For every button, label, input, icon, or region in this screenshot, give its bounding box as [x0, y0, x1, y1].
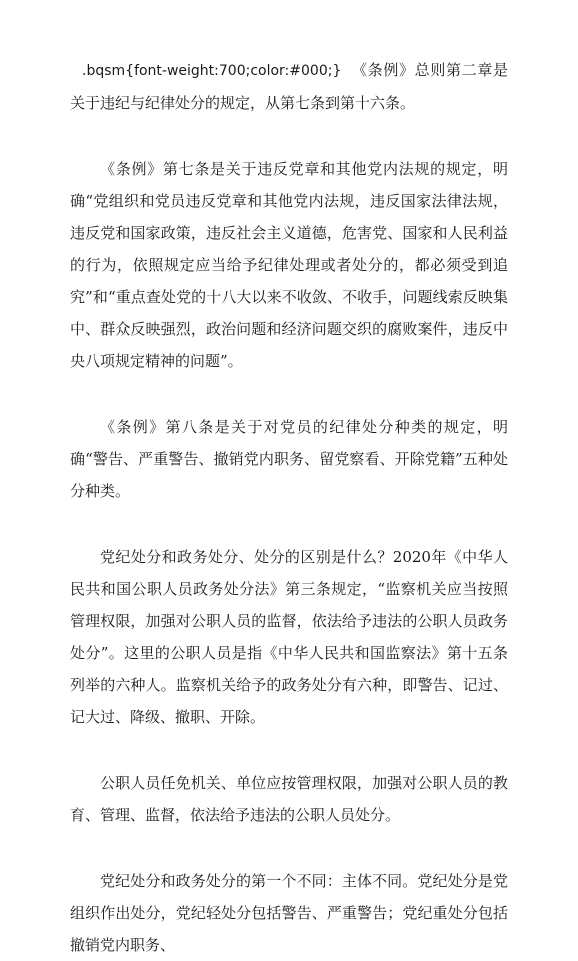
paragraph-1-text: 《条例》总则第二章是关于违纪与纪律处分的规定，从第七条到第十六条。	[70, 61, 508, 112]
paragraph-4: 党纪处分和政务处分、处分的区别是什么？2020年《中华人民共和国公职人员政务处分法》第三条规定，“监察机关应当按照管理权限，加强对公职人员的监督，依法给予违法的公职人员政务处分”。这里的公职人员是指《中华人民共和国监察法》第十五条列举的六种人。监察机关给予的政务处分有六种，即警告、记过、记大过、降级、撤职、开除。	[70, 548, 508, 726]
paragraph-3: 《条例》第八条是关于对党员的纪律处分种类的规定，明确“警告、严重警告、撤销党内职务、留党察看、开除党籍”五种处分种类。	[70, 418, 508, 500]
paragraph-2: 《条例》第七条是关于违反党章和其他党内法规的规定，明确“党组织和党员违反党章和其他党内法规，违反国家法律法规，违反党和国家政策，违反社会主义道德，危害党、国家和人民利益的行为，依照规定应当给予纪律处理或者处分的，都必须受到追究”和“重点查处党的十八大以来不收敛、不收手，问题线索反映集中、群众反映强烈，政治问题和经济问题交织的腐败案件，违反中央八项规定精神的问题”。	[70, 160, 508, 370]
paragraph-6: 党纪处分和政务处分的第一个不同：主体不同。党纪处分是党组织作出处分，党纪轻处分包括警告、严重警告；党纪重处分包括撤销党内职务、	[70, 872, 508, 954]
css-leak-text: .bqsm{font-weight:700;color:#000;}	[82, 63, 342, 79]
paragraph-1	[70, 54, 508, 119]
paragraph-5: 公职人员任免机关、单位应按管理权限，加强对公职人员的教育、管理、监督，依法给予违法的公职人员处分。	[70, 774, 508, 824]
